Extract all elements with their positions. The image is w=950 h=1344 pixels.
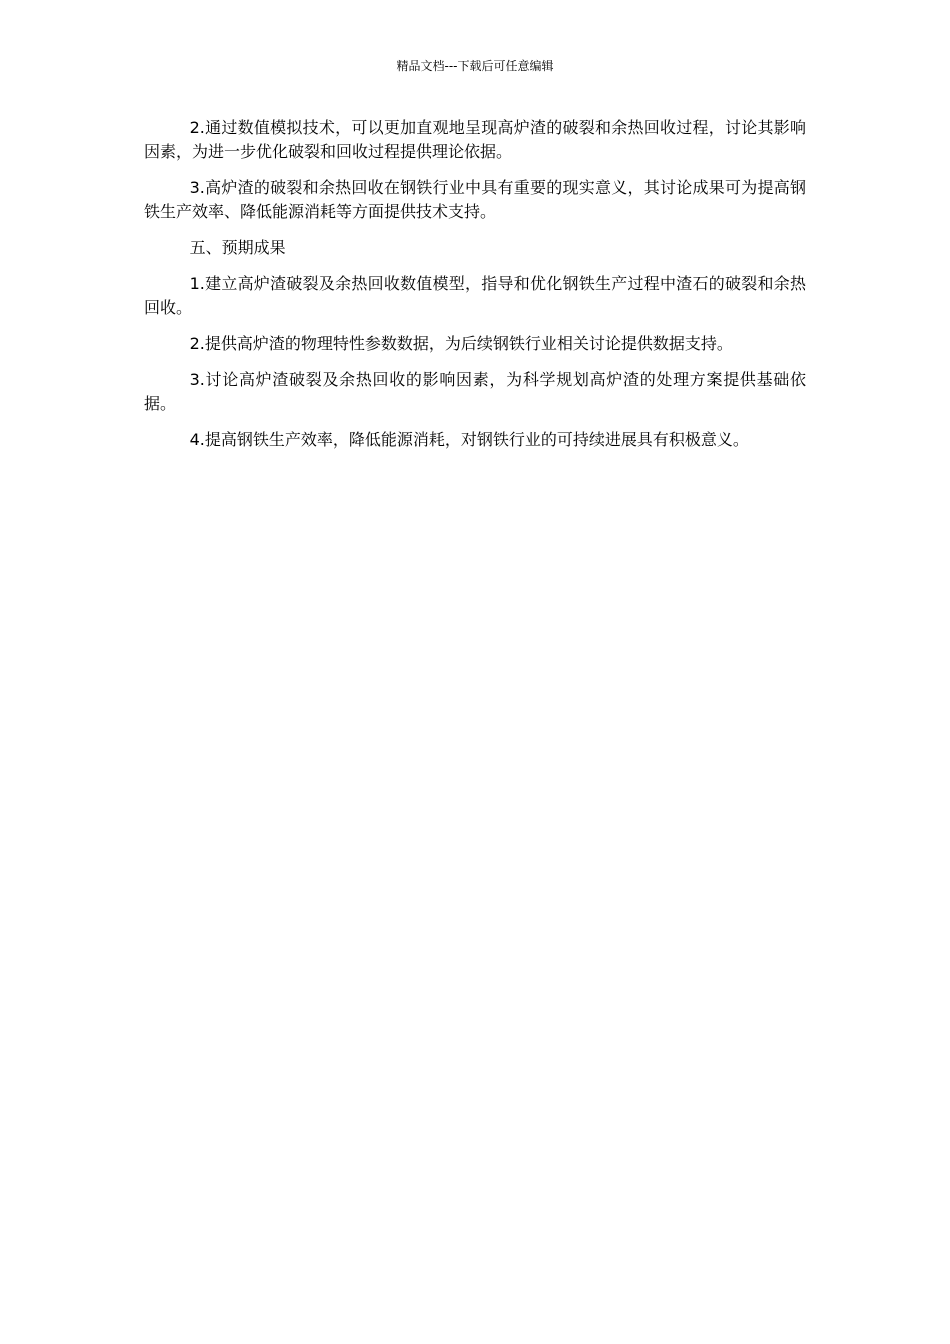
paragraph-result-parameters: 2.提供高炉渣的物理特性参数数据，为后续钢铁行业相关讨论提供数据支持。: [189, 334, 733, 353]
paragraph-result-efficiency: 4.提高钢铁生产效率，降低能源消耗，对钢铁行业的可持续进展具有积极意义。: [189, 430, 749, 449]
section-heading-expected-results: 五、预期成果: [189, 238, 286, 257]
paragraph-result-factors: 3.讨论高炉渣破裂及余热回收的影响因素，为科学规划高炉渣的处理方案提供基础依据。: [144, 370, 806, 413]
paragraph-numerical-simulation: 2.通过数值模拟技术，可以更加直观地呈现高炉渣的破裂和余热回收过程，讨论其影响因素，为进一步优化破裂和回收过程提供理论依据。: [144, 118, 806, 161]
document-body: [144, 116, 806, 464]
page-header: 精品文档---下载后可任意编辑: [396, 59, 554, 73]
paragraph-result-model: 1.建立高炉渣破裂及余热回收数值模型，指导和优化钢铁生产过程中渣石的破裂和余热回收。: [144, 274, 806, 317]
paragraph-practical-significance: 3.高炉渣的破裂和余热回收在钢铁行业中具有重要的现实意义，其讨论成果可为提高钢铁生产效率、降低能源消耗等方面提供技术支持。: [144, 178, 806, 221]
